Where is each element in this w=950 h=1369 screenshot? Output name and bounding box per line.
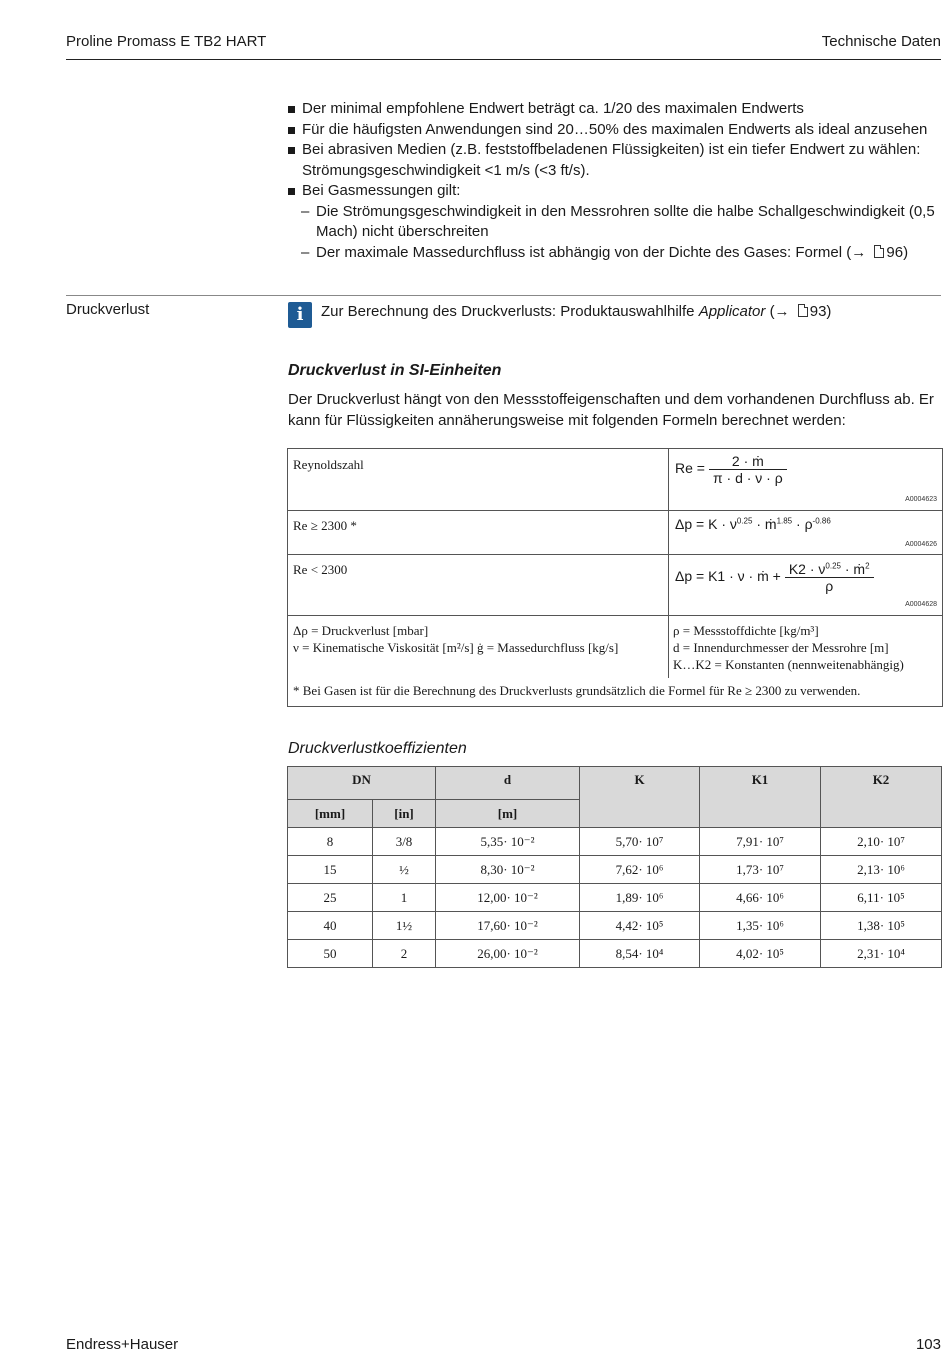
- header-in: [in]: [373, 800, 436, 828]
- header-section-name: Technische Daten: [821, 33, 941, 50]
- table-row: 8 3/8 5,35· 10⁻² 5,70· 10⁷ 7,91· 10⁷ 2,10· 10⁷: [288, 828, 942, 856]
- bullet-square-icon: [288, 106, 295, 113]
- formula-table: [287, 448, 943, 707]
- sub-list-item: – Der maximale Massedurchfluss ist abhängig von der Dichte des Gases: Formel (→ 96): [301, 243, 909, 261]
- section-title: Druckverlust: [66, 301, 150, 318]
- header-d: d: [436, 767, 580, 800]
- list-item: Bei Gasmessungen gilt:: [288, 181, 940, 202]
- si-paragraph: Der Druckverlust hängt von den Messstoffeigenschaften und dem vorhandenen Durchfluss ab. Er kann für Flüssigkeiten annäherungsweise mit folgenden Formeln berechnet werden:: [288, 391, 934, 429]
- laminar-label: Re < 2300: [293, 562, 348, 577]
- recommendation-list: [288, 99, 940, 263]
- formula-code: A0004628: [905, 601, 937, 608]
- turbulent-label: Re ≥ 2300 *: [293, 518, 357, 533]
- page-reference-icon: [798, 304, 808, 317]
- header-dn: DN: [288, 767, 436, 800]
- list-item: Bei abrasiven Medien (z.B. feststoffbeladenen Flüssigkeiten) ist ein tiefer Endwert zu wählen: Strömungsgeschwindigkeit <1 m/s (<3 ft/s).: [288, 140, 940, 181]
- bullet-square-icon: [288, 147, 295, 154]
- reynolds-formula: Re = $\frac{\text{2 · ṁ}}{\pi \cdot d \cdot \nu \cdot \rho}$: [675, 453, 787, 486]
- info-icon: i: [288, 302, 312, 328]
- bullet-square-icon: [288, 127, 295, 134]
- section-divider: [66, 295, 941, 296]
- page-number: 103: [915, 1336, 941, 1353]
- reynolds-label: Reynoldszahl: [293, 457, 364, 472]
- legend-left: Δρ = Druckverlust [mbar] ν = Kinematische Viskosität [m²/s] ġ = Massedurchfluss [kg/s]: [293, 623, 619, 655]
- sub-list-item: – Die Strömungsgeschwindigkeit in den Messrohren sollte die halbe Schallgeschwindigkeit (0,5 Mach) nicht überschreiten: [301, 202, 935, 240]
- table-row: 50 2 26,00· 10⁻² 8,54· 10⁴ 4,02· 10⁵ 2,31· 10⁴: [288, 940, 942, 968]
- coefficients-heading: Druckverlustkoeffizienten: [288, 740, 467, 757]
- header-k2: K2: [821, 767, 942, 828]
- page-reference-link[interactable]: 93): [809, 303, 832, 320]
- table-row: 15 ½ 8,30· 10⁻² 7,62· 10⁶ 1,73· 10⁷ 2,13· 10⁶: [288, 856, 942, 884]
- formula-footnote: * Bei Gasen ist für die Berechnung des Druckverlusts grundsätzlich die Formel für Re ≥ 2300 zu verwenden.: [293, 683, 861, 698]
- formula-code: A0004623: [905, 496, 937, 503]
- header-m: [m]: [436, 800, 580, 828]
- coefficients-table: [287, 766, 942, 968]
- page-header: [66, 33, 941, 60]
- list-item: Der minimal empfohlene Endwert beträgt ca. 1/20 des maximalen Endwerts: [288, 99, 940, 120]
- bullet-square-icon: [288, 188, 295, 195]
- page-reference-link[interactable]: 96): [886, 243, 909, 261]
- si-heading: Druckverlust in SI-Einheiten: [288, 362, 502, 379]
- header-k: K: [580, 767, 700, 828]
- turbulent-formula: $\Delta p = K \cdot \nu^{0.25}$ · ṁ$^{1.85}$ · $\rho^{-0.86}$: [675, 516, 831, 532]
- header-k1: K1: [700, 767, 821, 828]
- header-mm: [mm]: [288, 800, 373, 828]
- footer-company: Endress+Hauser: [66, 1336, 179, 1353]
- header-product-name: Proline Promass E TB2 HART: [66, 33, 267, 50]
- applicator-name: Applicator: [698, 303, 766, 320]
- table-row: 25 1 12,00· 10⁻² 1,89· 10⁶ 4,66· 10⁶ 6,11· 10⁵: [288, 884, 942, 912]
- laminar-formula: Δp = K1 · ν · ṁ + $\frac{K2 \cdot \nu^{0.25} \cdot ṁ^2}{\rho}$: [675, 561, 874, 594]
- formula-code: A0004626: [905, 541, 937, 548]
- list-item: Für die häufigsten Anwendungen sind 20…50% des maximalen Endwerts als ideal anzusehen: [288, 120, 940, 141]
- legend-right: ρ = Messstoffdichte [kg/m³] d = Innendurchmesser der Messrohre [m] K…K2 = Konstanten (nennweitenabhängig): [673, 623, 904, 672]
- page-reference-icon: [874, 245, 884, 258]
- info-note: i Zur Berechnung des Druckverlusts: Produktauswahlhilfe Applicator (→ 93): [288, 302, 940, 328]
- table-row: 40 1½ 17,60· 10⁻² 4,42· 10⁵ 1,35· 10⁶ 1,38· 10⁵: [288, 912, 942, 940]
